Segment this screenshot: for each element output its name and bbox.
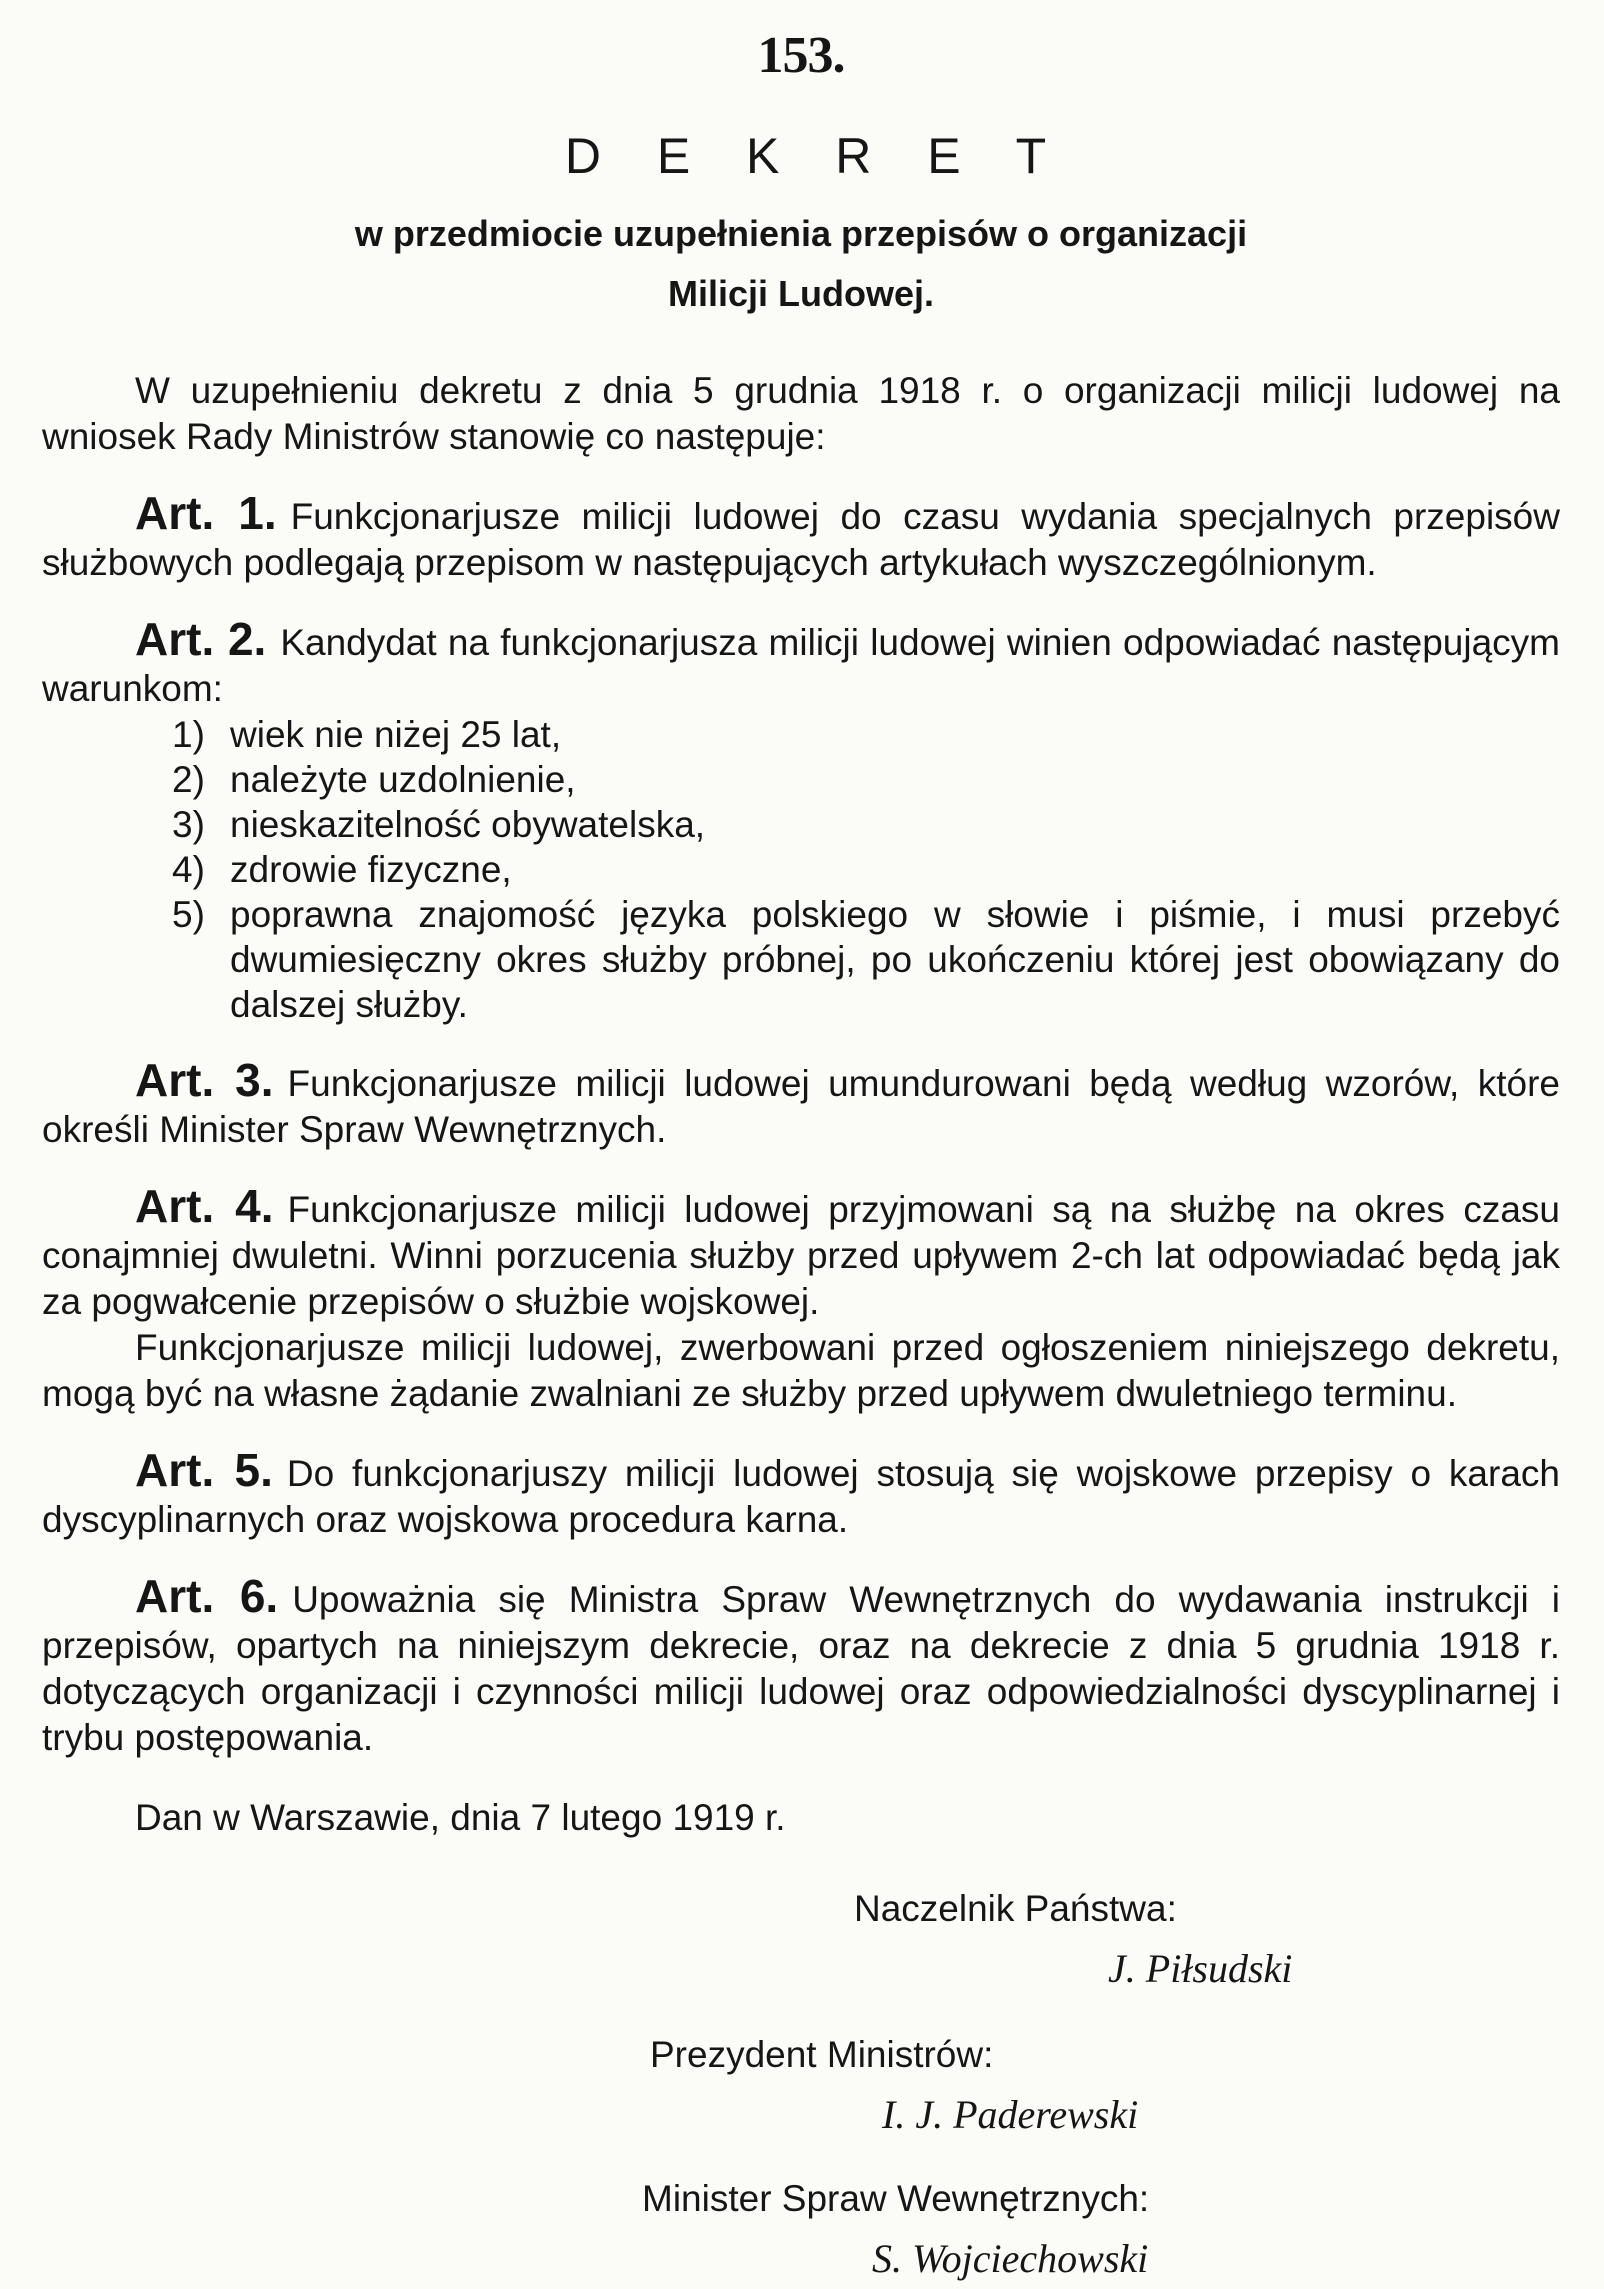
- article-3: [42, 1054, 1560, 1153]
- document-type-heading: D E K R E T: [564, 128, 1068, 184]
- article-6: [42, 1570, 1560, 1761]
- article-4-paragraph-2: Funkcjonarjusze milicji ludowej, zwerbowani przed ogłoszeniem niniejszego dekretu, mogą być na własne żądanie zwalniani ze służby przed upływem dwuletniego terminu.: [42, 1327, 1560, 1414]
- signatory-title: Minister Spraw Wewnętrznych:: [642, 2178, 1150, 2219]
- article-label: Art. 3.: [135, 1054, 274, 1106]
- signatory-title: Naczelnik Państwa:: [854, 1888, 1177, 1929]
- condition-text: należyte uzdolnienie,: [230, 759, 576, 800]
- subject-line-1: w przedmiocie uzupełnienia przepisów o organizacji: [354, 213, 1248, 254]
- article-1: [42, 487, 1560, 586]
- condition-item: [172, 712, 1560, 757]
- preamble: W uzupełnieniu dekretu z dnia 5 grudnia 1918 r. o organizacji milicji ludowej na wniosek Rady Ministrów stanowię co następuje:: [42, 370, 1560, 457]
- condition-number: 1): [172, 714, 205, 755]
- article-text: Funkcjonarjusze milicji ludowej umundurowani będą według wzorów, które określi Minister Spraw Wewnętrznych.: [42, 1063, 1560, 1150]
- page-number: 153.: [757, 27, 845, 84]
- article-text: Do funkcjonarjuszy milicji ludowej stosują się wojskowe przepisy o karach dyscyplinarnych oraz wojskowa procedura karna.: [42, 1453, 1560, 1540]
- article-4: [42, 1180, 1560, 1417]
- condition-item: [172, 802, 1560, 847]
- condition-item: [172, 892, 1560, 1027]
- document-subject: [42, 204, 1560, 324]
- signatory-name: I. J. Paderewski: [882, 2092, 1139, 2137]
- article-5: [42, 1444, 1560, 1543]
- article-label: Art. 5.: [135, 1444, 273, 1496]
- article-label: Art. 2.: [135, 613, 267, 665]
- signatory-name: J. Piłsudski: [1108, 1946, 1293, 1991]
- condition-number: 2): [172, 759, 205, 800]
- condition-text: zdrowie fizyczne,: [230, 849, 512, 890]
- condition-text: poprawna znajomość języka polskiego w słowie i piśmie, i musi przebyć dwumiesięczny okres służby próbnej, po ukończeniu której jest obowiązany do dalszej służby.: [230, 894, 1560, 1025]
- article-2: [42, 613, 1560, 1027]
- condition-item: [172, 847, 1560, 892]
- article-text: Funkcjonarjusze milicji ludowej przyjmowani są na służbę na okres czasu conajmniej dwuletni. Winni porzucenia służby przed upływem 2-ch lat odpowiadać będą jak za pogwałcenie przepisów o służbie wojskowej.: [42, 1189, 1560, 1322]
- condition-text: nieskazitelność obywatelska,: [230, 804, 706, 845]
- article-text: Upoważnia się Ministra Spraw Wewnętrznych do wydawania instrukcji i przepisów, opartych na niniejszym dekrecie, oraz na dekrecie z dnia 5 grudnia 1918 r. dotyczących organizacji i czynności milicji ludowej oraz odpowiedzialności dyscyplinarnej i trybu postępowania.: [42, 1579, 1560, 1758]
- article-text: Funkcjonarjusze milicji ludowej do czasu wydania specjalnych przepisów służbowych podlegają przepisom w następujących artykułach wyszczególnionym.: [42, 496, 1560, 583]
- condition-number: 5): [172, 894, 205, 935]
- conditions-list: [42, 712, 1560, 1027]
- condition-text: wiek nie niżej 25 lat,: [230, 714, 562, 755]
- article-label: Art. 1.: [135, 487, 277, 539]
- article-text: Kandydat na funkcjonarjusza milicji ludowej winien odpowiadać następującym warunkom:: [42, 622, 1560, 709]
- condition-item: [172, 757, 1560, 802]
- signatory-name: S. Wojciechowski: [872, 2236, 1149, 2281]
- subject-line-2: Milicji Ludowej.: [667, 273, 934, 314]
- signatory-title: Prezydent Ministrów:: [650, 2034, 994, 2075]
- place-and-date: Dan w Warszawie, dnia 7 lutego 1919 r.: [135, 1797, 786, 1838]
- article-label: Art. 6.: [135, 1570, 279, 1622]
- condition-number: 3): [172, 804, 205, 845]
- condition-number: 4): [172, 849, 205, 890]
- article-label: Art. 4.: [135, 1180, 274, 1232]
